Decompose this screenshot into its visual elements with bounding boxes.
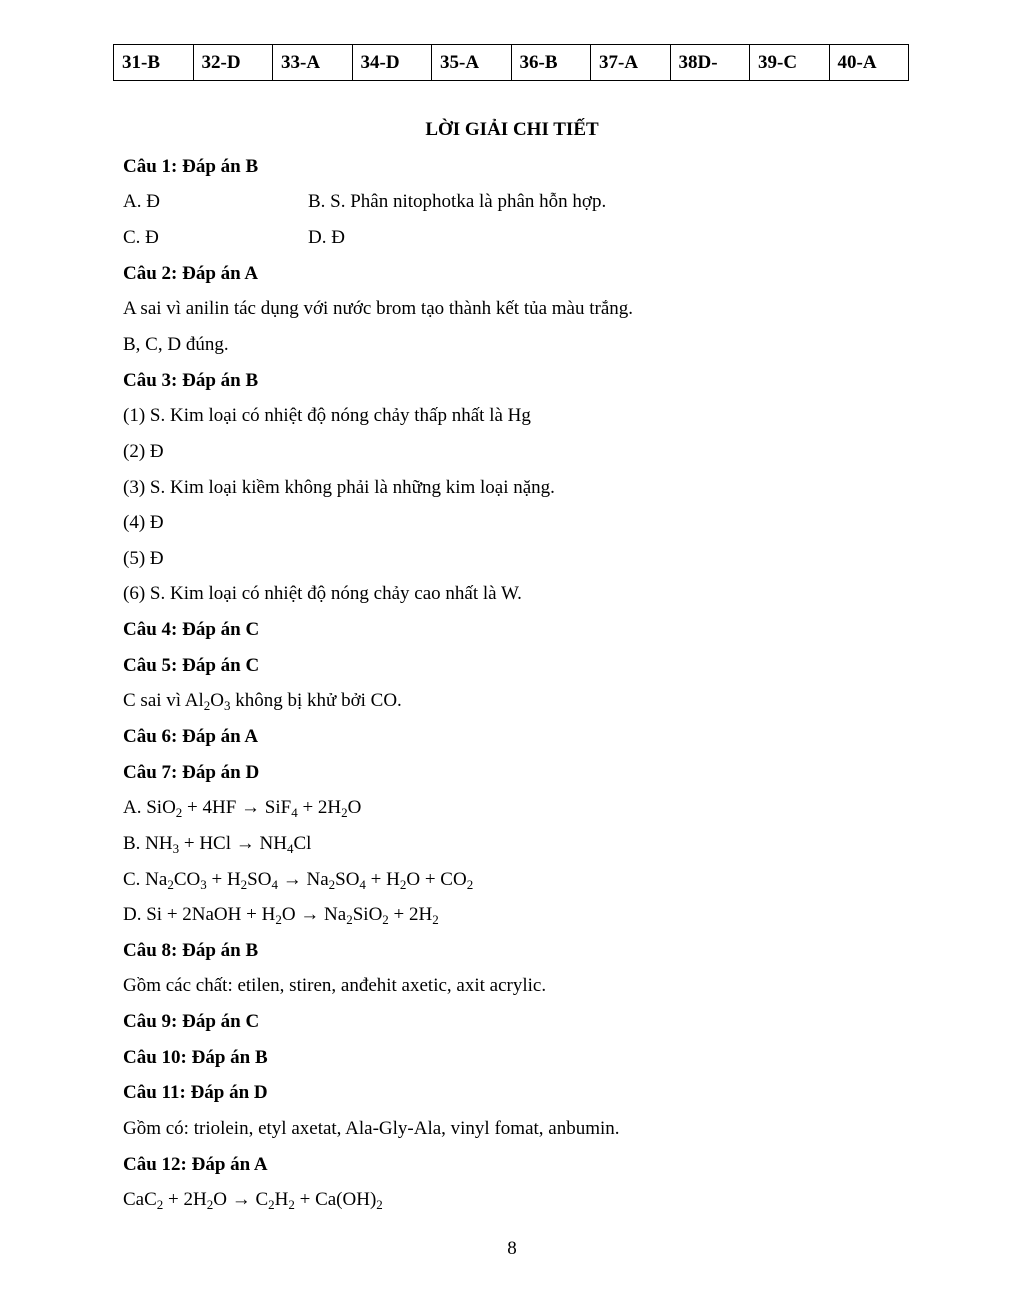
text: O → Na	[281, 904, 347, 925]
subscript: 3	[224, 698, 231, 713]
text: → Na	[277, 869, 329, 890]
answer-cell: 35-A	[432, 45, 512, 81]
subscript: 2	[376, 1197, 383, 1212]
q8-heading: Câu 8: Đáp án B	[123, 940, 259, 961]
subscript: 3	[200, 877, 207, 892]
q7-equation-a	[123, 796, 361, 820]
subscript: 2	[167, 877, 174, 892]
text: B. NH	[123, 833, 173, 854]
q7-equation-d	[123, 903, 439, 927]
q1-option-c: C. Đ	[123, 227, 159, 248]
q1-option-d: D. Đ	[308, 227, 345, 248]
subscript: 4	[286, 841, 294, 856]
q5-line	[123, 689, 402, 713]
text: C sai vì Al	[123, 690, 204, 711]
q3-line: (6) S. Kim loại có nhiệt độ nóng chảy cao nhất là W.	[123, 583, 522, 604]
subscript: 2	[432, 912, 439, 927]
text: không bị khử bởi CO.	[230, 690, 402, 711]
answer-cell: 38D-	[670, 45, 750, 81]
subscript: 2	[268, 1197, 275, 1212]
section-title: LỜI GIẢI CHI TIẾT	[425, 119, 599, 140]
q1-option-a: A. Đ	[123, 191, 160, 212]
text: + Ca(OH)	[294, 1189, 377, 1210]
answer-cell: 34-D	[352, 45, 432, 81]
text: O → C	[213, 1189, 269, 1210]
q7-equation-c	[123, 868, 473, 892]
q8-line: Gồm các chất: etilen, stiren, anđehit axetic, axit acrylic.	[123, 975, 547, 996]
q3-line: (3) S. Kim loại kiềm không phải là những kim loại nặng.	[123, 477, 555, 498]
subscript: 2	[466, 877, 474, 892]
answer-cell: 40-A	[829, 45, 909, 81]
q3-heading: Câu 3: Đáp án B	[123, 370, 259, 391]
subscript: 4	[271, 877, 278, 892]
q1-option-b: B. S. Phân nitophotka là phân hỗn hợp.	[308, 191, 607, 212]
q1-options-ab	[123, 190, 823, 214]
q12-equation	[123, 1188, 383, 1212]
page-number: 8	[507, 1238, 517, 1259]
text: O	[210, 690, 224, 711]
subscript: 2	[382, 912, 389, 927]
text: SiO	[352, 904, 383, 925]
subscript: 3	[172, 841, 180, 856]
subscript: 2	[156, 1197, 164, 1212]
q1-options-cd	[123, 226, 823, 250]
subscript: 2	[341, 805, 348, 820]
answer-cell: 37-A	[591, 45, 671, 81]
subscript: 2	[275, 912, 282, 927]
subscript: 2	[328, 877, 336, 892]
text: SO	[335, 869, 360, 890]
text: + 2H	[163, 1189, 207, 1210]
q7-equation-b	[123, 832, 311, 856]
subscript: 4	[359, 877, 366, 892]
text: + 2H	[297, 797, 342, 818]
q1-heading: Câu 1: Đáp án B	[123, 156, 259, 177]
text: Cl	[293, 833, 312, 854]
q2-heading: Câu 2: Đáp án A	[123, 263, 259, 284]
subscript: 2	[240, 877, 248, 892]
text: CaC	[123, 1189, 157, 1210]
subscript: 2	[399, 877, 407, 892]
answer-cell: 31-B	[114, 45, 194, 81]
text: + 4HF → SiF	[182, 797, 292, 818]
q11-heading: Câu 11: Đáp án D	[123, 1082, 268, 1103]
q7-heading: Câu 7: Đáp án D	[123, 762, 260, 783]
q3-line: (1) S. Kim loại có nhiệt độ nóng chảy thấp nhất là Hg	[123, 405, 531, 426]
answer-cell: 32-D	[193, 45, 273, 81]
q3-line: (2) Đ	[123, 441, 164, 462]
q2-line: B, C, D đúng.	[123, 334, 229, 355]
text: CO	[173, 869, 201, 890]
q6-heading: Câu 6: Đáp án A	[123, 726, 259, 747]
answer-cell: 36-B	[511, 45, 591, 81]
answer-cell: 39-C	[750, 45, 830, 81]
text: + 2H	[388, 904, 433, 925]
q3-line: (5) Đ	[123, 548, 164, 569]
q5-heading: Câu 5: Đáp án C	[123, 655, 260, 676]
subscript: 2	[288, 1197, 295, 1212]
answer-key-table	[113, 44, 909, 81]
subscript: 2	[175, 805, 183, 820]
q12-heading: Câu 12: Đáp án A	[123, 1154, 268, 1175]
subscript: 2	[206, 1197, 214, 1212]
q10-heading: Câu 10: Đáp án B	[123, 1047, 268, 1068]
text: C. Na	[123, 869, 168, 890]
text: D. Si + 2NaOH + H	[123, 904, 276, 925]
text: H	[274, 1189, 289, 1210]
q4-heading: Câu 4: Đáp án C	[123, 619, 260, 640]
q11-line: Gồm có: triolein, etyl axetat, Ala-Gly-Ala, vinyl fomat, anbumin.	[123, 1118, 620, 1139]
subscript: 2	[346, 912, 353, 927]
text: O + CO	[406, 869, 467, 890]
text: SO	[247, 869, 272, 890]
q3-line: (4) Đ	[123, 512, 164, 533]
text: O	[347, 797, 362, 818]
answer-key-row	[114, 45, 909, 81]
subscript: 4	[291, 805, 298, 820]
text: + H	[206, 869, 241, 890]
text: A. SiO	[123, 797, 176, 818]
subscript: 2	[203, 698, 211, 713]
q9-heading: Câu 9: Đáp án C	[123, 1011, 260, 1032]
q2-line: A sai vì anilin tác dụng với nước brom tạo thành kết tủa màu trắng.	[123, 298, 634, 319]
text: + HCl → NH	[179, 833, 287, 854]
text: + H	[365, 869, 400, 890]
answer-cell: 33-A	[273, 45, 353, 81]
